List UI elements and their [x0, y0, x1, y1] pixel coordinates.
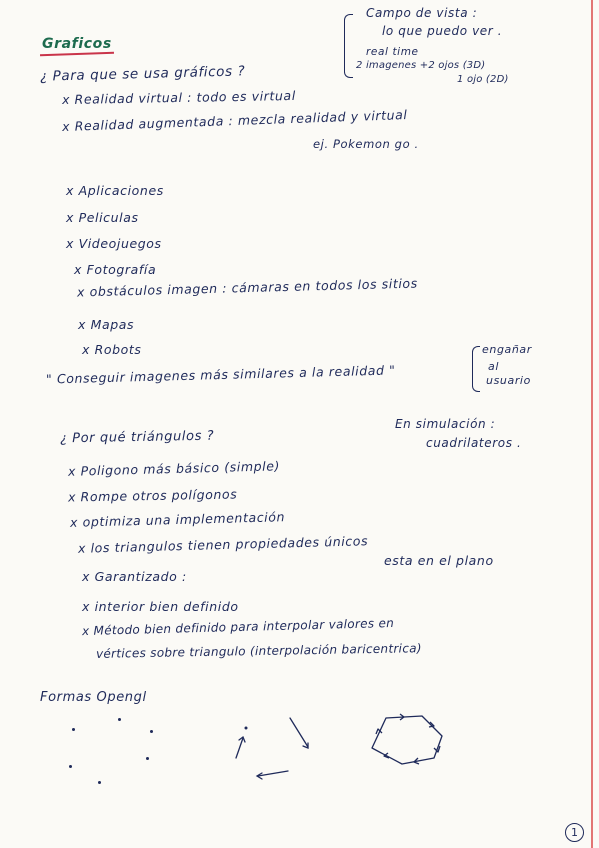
- side-note-puedo: lo que puedo ver .: [382, 24, 503, 38]
- title-underline: [40, 52, 114, 57]
- reason-item: x optimiza una implementación: [69, 509, 286, 530]
- reason-item: x Poligono más básico (simple): [67, 458, 281, 479]
- use-robots: x Robots: [82, 342, 142, 357]
- line-segment: [236, 738, 243, 758]
- side-note-campo: Campo de vista :: [366, 6, 478, 20]
- side-note-un-ojo: 1 ojo (2D): [457, 74, 509, 85]
- section-heading: Formas Opengl: [40, 690, 147, 705]
- margin-line: [591, 0, 593, 848]
- use-aplicaciones: x Aplicaciones: [66, 183, 164, 198]
- side-note-real-time: real time: [366, 46, 419, 58]
- use-ejemplo: ej. Pokemon go .: [313, 137, 419, 151]
- reason-item: x interior bien definido: [82, 599, 239, 614]
- point-dot: [150, 730, 153, 733]
- reason-item: x Método bien definido para interpolar valores en: [81, 615, 395, 639]
- reason-item: x Garantizado :: [82, 569, 187, 584]
- simulation-note-1: En simulación :: [395, 417, 496, 431]
- side-note-bracket: [344, 14, 353, 78]
- question-triangles: ¿ Por qué triángulos ?: [59, 428, 215, 447]
- reason-continuation: vértices sobre triangulo (interpolación baricentrica): [95, 641, 422, 661]
- point-dot: [146, 757, 149, 760]
- quote-note-1: engañar: [482, 343, 532, 356]
- page-title: Graficos: [42, 36, 112, 52]
- point-dot: [118, 718, 121, 721]
- simulation-note-2: cuadrilateros .: [426, 436, 522, 450]
- reason-item: x Rompe otros polígonos: [67, 486, 238, 505]
- use-peliculas: x Peliculas: [66, 210, 139, 225]
- quote-note-bracket: [472, 346, 480, 392]
- point-dot: [69, 765, 72, 768]
- lines-sketch: [230, 712, 330, 782]
- page-number: 1: [565, 823, 584, 842]
- use-obstaculos: x obstáculos imagen : cámaras en todos los sitios: [76, 275, 418, 300]
- quote-note-2: al: [488, 360, 499, 373]
- line-loop-sketch: [364, 712, 454, 772]
- use-realidad-virtual: x Realidad virtual : todo es virtual: [61, 87, 296, 108]
- plane-note: esta en el plano: [384, 553, 494, 568]
- point-dot: [98, 781, 101, 784]
- line-segment: [290, 718, 308, 747]
- point-dot: [245, 727, 248, 730]
- reason-item: x los triangulos tienen propiedades únicos: [77, 533, 369, 556]
- use-realidad-aumentada: x Realidad augmentada : mezcla realidad y virtual: [61, 106, 408, 135]
- quote-line: " Conseguir imagenes más similares a la realidad ": [45, 362, 396, 387]
- use-mapas: x Mapas: [78, 317, 135, 332]
- quote-note-3: usuario: [486, 374, 531, 387]
- use-fotografia: x Fotografía: [74, 262, 157, 277]
- side-note-imagenes: 2 imagenes +2 ojos (3D): [356, 60, 486, 71]
- line-segment: [258, 771, 288, 776]
- point-dot: [72, 728, 75, 731]
- question-uses: ¿ Para que se usa gráficos ?: [39, 63, 246, 85]
- use-videojuegos: x Videojuegos: [66, 236, 162, 251]
